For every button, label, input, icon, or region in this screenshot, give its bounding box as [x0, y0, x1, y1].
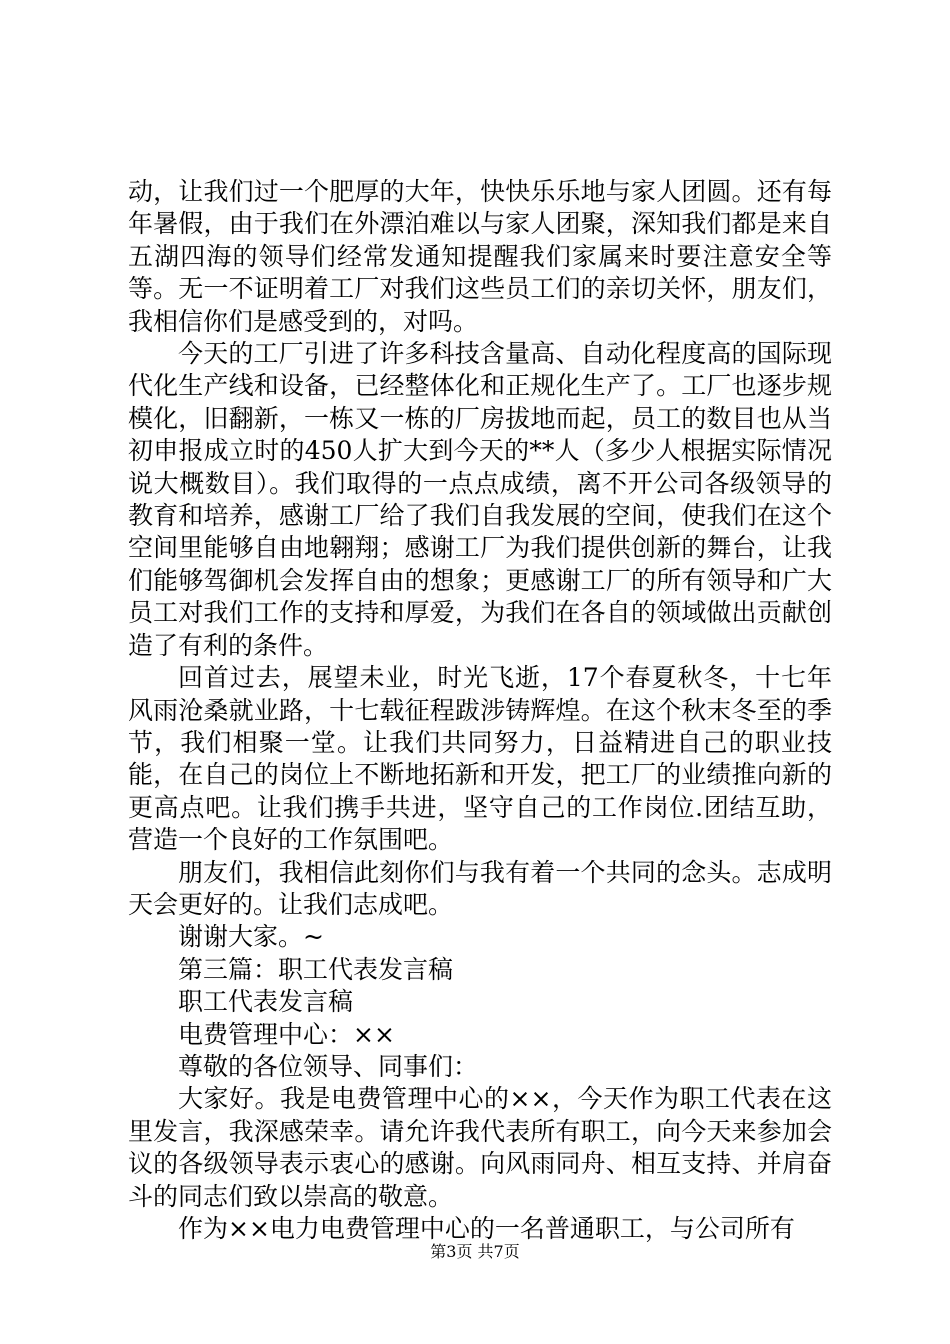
- paragraph-10: 大家好。我是电费管理中心的××，今天作为职工代表在这里发言，我深感荣幸。请允许我代表所有职工，向今天来参加会议的各级领导表示衷心的感谢。向风雨同舟、相互支持、并肩奋斗的同志们致以崇高的敬意。: [128, 1084, 832, 1211]
- paragraph-1: 动，让我们过一个肥厚的大年，快快乐乐地与家人团圆。还有每年暑假，由于我们在外漂泊难以与家人团聚，深知我们都是来自五湖四海的领导们经常发通知提醒我们家属来时要注意安全等等。无一不证明着工厂对我们这些员工们的亲切关怀，朋友们，我相信你们是感受到的，对吗。: [128, 177, 832, 336]
- paragraph-3: 回首过去，展望未业，时光飞逝，17个春夏秋冬，十七年风雨沧桑就业路，十七载征程跋涉铸辉煌。在这个秋末冬至的季节，我们相聚一堂。让我们共同努力，日益精进自己的职业技能，在自己的岗位上不断地拓新和开发，把工厂的业绩推向新的更高点吧。让我们携手共进，坚守自己的工作岗位.团结互助，营造一个良好的工作氛围吧。: [128, 663, 832, 855]
- speech-title: 职工代表发言稿: [178, 987, 354, 1017]
- page-number-footer: 第3页 共7页: [430, 1242, 520, 1261]
- paragraph-5: 谢谢大家。~: [178, 922, 324, 952]
- document-body: [128, 176, 832, 1245]
- speaker-line: 电费管理中心：××: [178, 1019, 395, 1049]
- paragraph-2: 今天的工厂引进了许多科技含量高、自动化程度高的国际现代化生产线和设备，已经整体化和正规化生产了。工厂也逐步规模化，旧翻新，一栋又一栋的厂房拔地而起，员工的数目也从当初申报成立时的450人扩大到今天的**人（多少人根据实际情况说大概数目）。我们取得的一点点成绩，离不开公司各级领导的教育和培养，感谢工厂给了我们自我发展的空间，使我们在这个空间里能够自由地翱翔；感谢工厂为我们提供创新的舞台，让我们能够驾御机会发挥自由的想象；更感谢工厂的所有领导和广大员工对我们工作的支持和厚爱，为我们在各自的领域做出贡献创造了有利的条件。: [128, 339, 832, 660]
- paragraph-4: 朋友们，我相信此刻你们与我有着一个共同的念头。志成明天会更好的。让我们志成吧。: [128, 857, 832, 919]
- section-heading: 第三篇：职工代表发言稿: [178, 954, 454, 984]
- salutation: 尊敬的各位领导、同事们：: [178, 1051, 479, 1081]
- paragraph-11: 作为××电力电费管理中心的一名普通职工，与公司所有: [178, 1214, 795, 1243]
